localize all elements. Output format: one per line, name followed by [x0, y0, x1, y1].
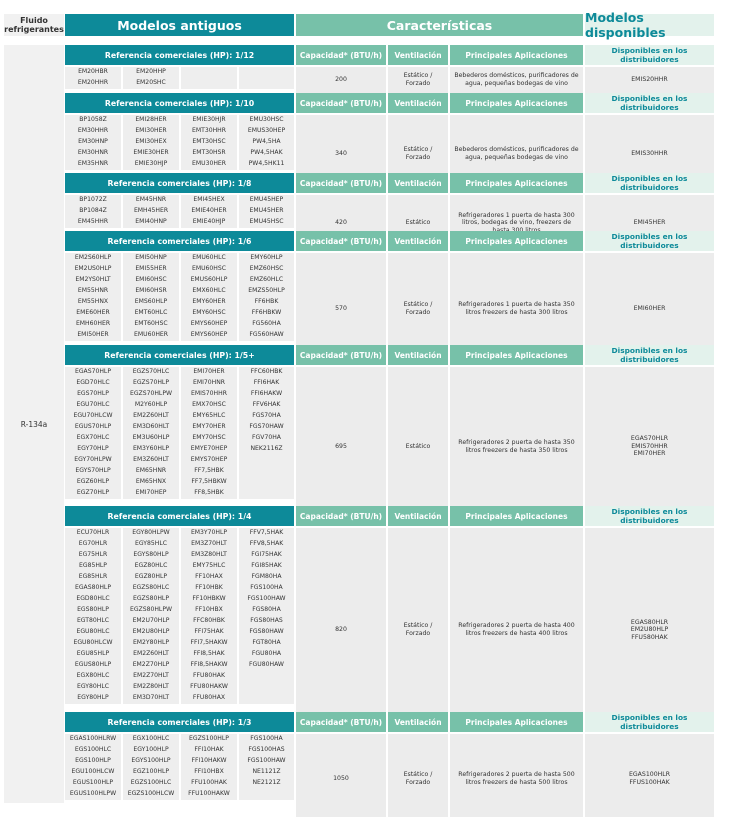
- model-cell: EGY70HLP: [65, 444, 121, 455]
- model-cell: EMU60HLC: [181, 253, 237, 264]
- model-cell: EM30HNR: [65, 148, 121, 159]
- model-cell: EM55HNX: [65, 297, 121, 308]
- model-cell: FGS70HAW: [239, 422, 294, 433]
- model-cell: BP1084Z: [65, 206, 121, 217]
- fluid-refrigerant-cell: [4, 45, 64, 803]
- model-cell: EGU70HLCW: [65, 411, 121, 422]
- section-reference-header: Referencia comerciales (HP): 1/5+: [65, 345, 294, 365]
- model-cell: FFV8,5HAK: [239, 539, 294, 550]
- model-cell: EGAS80HLP: [65, 583, 121, 594]
- model-cell: EMI30HER: [123, 126, 179, 137]
- model-cell: EM3Z60HLT: [123, 455, 179, 466]
- model-cell: EGYS100HLP: [123, 756, 179, 767]
- model-cell: [181, 67, 237, 78]
- available-model: EMIS70HHR: [631, 442, 668, 450]
- model-cell: EMYS60HEP: [181, 319, 237, 330]
- model-cell: EMI40HNP: [123, 217, 179, 228]
- models-grid: [65, 528, 294, 704]
- available-models-cell: [585, 367, 714, 526]
- model-cell: EMUS60HLP: [181, 275, 237, 286]
- model-cell: FFI8,5HAK: [181, 649, 237, 660]
- model-cell: EGT80HLC: [65, 616, 121, 627]
- model-cell: EM2U80HLP: [123, 627, 179, 638]
- model-cell: [239, 78, 294, 89]
- model-cell: EMY60HSC: [181, 308, 237, 319]
- applications-value: Refrigeradores 1 puerta de hasta 350 litros freezers de hasta 300 litros: [450, 253, 583, 365]
- model-cell: EGAS100HLRW: [65, 734, 121, 745]
- model-cell: [239, 466, 294, 477]
- available-model: EM2U80HLP: [630, 626, 669, 634]
- model-cell: EGU80HLC: [65, 627, 121, 638]
- ventilation-value: Estático / Forzado: [388, 734, 448, 817]
- model-cell: FF6HBK: [239, 297, 294, 308]
- model-cell: EMT30HHR: [181, 126, 237, 137]
- model-cell: NE1121Z: [239, 767, 294, 778]
- applications-header: Principales Aplicaciones: [450, 93, 583, 113]
- ventilation-value: Estático / Forzado: [388, 115, 448, 193]
- models-grid: [65, 115, 294, 170]
- distributors-header: Disponibles en los distribuidores: [585, 231, 714, 251]
- model-cell: [239, 789, 294, 800]
- model-cell: EGZ60HLP: [65, 477, 121, 488]
- available-models-cell: [585, 528, 714, 732]
- model-cell: FF10HBK: [181, 583, 237, 594]
- model-cell: FFC60HBK: [239, 367, 294, 378]
- model-cell: EMY75HLC: [181, 561, 237, 572]
- model-cell: [239, 455, 294, 466]
- capacity-value: 340: [296, 115, 386, 193]
- model-cell: FGT80HA: [239, 638, 294, 649]
- model-cell: EMU60HER: [123, 330, 179, 341]
- capacity-value: 820: [296, 528, 386, 732]
- model-cell: EM3U60HLP: [123, 433, 179, 444]
- model-cell: EM20HHR: [65, 78, 121, 89]
- ventilation-header: Ventilación: [388, 345, 448, 365]
- capacity-header: Capacidad* (BTU/h): [296, 345, 386, 365]
- model-cell: EMX70HSC: [181, 400, 237, 411]
- available-models-cell: [585, 67, 714, 93]
- model-cell: EMY65HLC: [181, 411, 237, 422]
- model-cell: EGU80HLCW: [65, 638, 121, 649]
- applications-value: Refrigeradores 2 puerta de hasta 500 litros freezers de hasta 500 litros: [450, 734, 583, 817]
- distributors-header: Disponibles en los distribuidores: [585, 712, 714, 732]
- model-cell: EM45HNR: [123, 195, 179, 206]
- model-cell: EGZ70HLP: [65, 488, 121, 499]
- model-cell: EGZ80HLC: [123, 561, 179, 572]
- model-cell: FGS100HAS: [239, 745, 294, 756]
- model-cell: EGZS80HLPW: [123, 605, 179, 616]
- model-cell: FF10HBKW: [181, 594, 237, 605]
- model-cell: FFI10HBX: [181, 767, 237, 778]
- model-cell: [239, 693, 294, 704]
- applications-header: Principales Aplicaciones: [450, 45, 583, 65]
- model-cell: [239, 682, 294, 693]
- model-cell: EM20SHC: [123, 78, 179, 89]
- model-cell: EM2Z70HLT: [123, 671, 179, 682]
- section-reference-header: Referencia comerciales (HP): 1/6: [65, 231, 294, 251]
- model-cell: EG85HLR: [65, 572, 121, 583]
- section-6: [65, 712, 714, 817]
- model-cell: EM2Z60HLT: [123, 649, 179, 660]
- available-model: EGAS100HLR: [628, 771, 671, 779]
- model-cell: FGS100HAW: [239, 756, 294, 767]
- model-cell: EGYS70HLP: [65, 466, 121, 477]
- model-cell: EGU100HLCW: [65, 767, 121, 778]
- header-available-models: Modelos disponibles: [585, 14, 714, 36]
- model-cell: FFI8,5HAKW: [181, 660, 237, 671]
- ventilation-header: Ventilación: [388, 506, 448, 526]
- model-cell: FFI10HAK: [181, 745, 237, 756]
- ventilation-header: Ventilación: [388, 712, 448, 732]
- model-cell: EGUS70HLP: [65, 422, 121, 433]
- model-cell: FFC80HBK: [181, 616, 237, 627]
- applications-value: Refrigeradores 2 puerta de hasta 400 litros freezers de hasta 400 litros: [450, 528, 583, 732]
- model-cell: EMU45HEP: [239, 195, 294, 206]
- model-cell: FGU80HAW: [239, 660, 294, 671]
- model-cell: BP1072Z: [65, 195, 121, 206]
- section-5: [65, 506, 714, 732]
- model-cell: FGI85HAK: [239, 561, 294, 572]
- model-cell: EMT30HSC: [181, 137, 237, 148]
- model-cell: FF7,5HBKW: [181, 477, 237, 488]
- model-cell: EGZS70HLPW: [123, 389, 179, 400]
- models-grid: [65, 367, 294, 499]
- section-reference-header: Referencia comerciales (HP): 1/10: [65, 93, 294, 113]
- model-cell: EM30HHR: [65, 126, 121, 137]
- model-cell: EMIE30HJP: [123, 159, 179, 170]
- available-model: EMI45HER: [633, 219, 666, 227]
- model-cell: [239, 488, 294, 499]
- model-cell: EMZ60HSC: [239, 264, 294, 275]
- model-cell: EGUS100HLP: [65, 778, 121, 789]
- available-model: EMIS20HHR: [631, 76, 668, 84]
- model-cell: FF7,5HBK: [181, 466, 237, 477]
- section-reference-header: Referencia comerciales (HP): 1/12: [65, 45, 294, 65]
- model-cell: ECU70HLR: [65, 528, 121, 539]
- section-reference-header: Referencia comerciales (HP): 1/3: [65, 712, 294, 732]
- ventilation-value: Estático: [388, 367, 448, 526]
- model-cell: EMT30HSR: [181, 148, 237, 159]
- model-cell: EMU60HSC: [181, 264, 237, 275]
- model-cell: EMT60HLC: [123, 308, 179, 319]
- distributors-header: Disponibles en los distribuidores: [585, 345, 714, 365]
- capacity-value: 1050: [296, 734, 386, 817]
- model-cell: EMT60HSC: [123, 319, 179, 330]
- model-cell: EM2US0HLP: [65, 264, 121, 275]
- available-model: EMI70HER: [633, 450, 666, 458]
- model-cell: EM2Z80HLT: [123, 682, 179, 693]
- model-cell: EGUS80HLP: [65, 660, 121, 671]
- model-cell: EMI50HER: [65, 330, 121, 341]
- ventilation-value: Estático / Forzado: [388, 253, 448, 365]
- capacity-value: 570: [296, 253, 386, 365]
- model-cell: EM30HNP: [65, 137, 121, 148]
- model-cell: EM2YS0HLT: [65, 275, 121, 286]
- model-cell: EGAS70HLP: [65, 367, 121, 378]
- model-cell: FFI75HAK: [181, 627, 237, 638]
- header-fluid-label: Fluido refrigerantes: [4, 16, 64, 34]
- model-cell: EMI60HSR: [123, 286, 179, 297]
- model-cell: FGV70HA: [239, 433, 294, 444]
- model-cell: EGU85HLP: [65, 649, 121, 660]
- model-cell: EMYS70HEP: [181, 455, 237, 466]
- model-cell: EM65HNR: [123, 466, 179, 477]
- model-cell: FFV7,5HAK: [239, 528, 294, 539]
- model-cell: EGZS100HLCW: [123, 789, 179, 800]
- model-cell: NE2121Z: [239, 778, 294, 789]
- model-cell: EG70HLR: [65, 539, 121, 550]
- model-cell: [239, 671, 294, 682]
- available-model: EGAS80HLR: [630, 618, 669, 626]
- model-cell: EGX70HLC: [65, 433, 121, 444]
- model-cell: [239, 477, 294, 488]
- model-cell: FGS100HA: [239, 734, 294, 745]
- model-cell: EMU30HSC: [239, 115, 294, 126]
- applications-value: Bebederos domésticos, purificadores de agua, pequeñas bodegas de vino: [450, 115, 583, 193]
- model-cell: FG560HAW: [239, 330, 294, 341]
- model-cell: FF10HBX: [181, 605, 237, 616]
- available-models-cell: [585, 734, 714, 817]
- model-cell: EGX100HLC: [123, 734, 179, 745]
- model-cell: EM3D60HLT: [123, 422, 179, 433]
- distributors-header: Disponibles en los distribuidores: [585, 506, 714, 526]
- model-cell: NEK2116Z: [239, 444, 294, 455]
- model-cell: EMS60HLP: [123, 297, 179, 308]
- model-cell: EGY85HLC: [123, 539, 179, 550]
- model-cell: EGZS80HLC: [123, 583, 179, 594]
- model-cell: EMIE40HJP: [181, 217, 237, 228]
- model-cell: EM2Z70HLP: [123, 660, 179, 671]
- model-cell: EM20HBR: [65, 67, 121, 78]
- model-cell: FGS80HAW: [239, 627, 294, 638]
- model-cell: FFU80HAX: [181, 693, 237, 704]
- model-cell: EM3Z70HLT: [181, 539, 237, 550]
- capacity-header: Capacidad* (BTU/h): [296, 45, 386, 65]
- model-cell: EMI60HSC: [123, 275, 179, 286]
- model-cell: EGZS70HLC: [123, 367, 179, 378]
- model-cell: FFI6HAK: [239, 378, 294, 389]
- model-cell: EM2Y80HLP: [123, 638, 179, 649]
- header-old-models: Modelos antiguos: [65, 14, 294, 36]
- model-cell: PW4,5HA: [239, 137, 294, 148]
- model-cell: FGS80HA: [239, 605, 294, 616]
- applications-header: Principales Aplicaciones: [450, 231, 583, 251]
- model-cell: FFI10HAKW: [181, 756, 237, 767]
- model-cell: EMIS70HHR: [181, 389, 237, 400]
- model-cell: FFI6HAKW: [239, 389, 294, 400]
- models-grid: [65, 67, 294, 89]
- capacity-value: 420: [296, 195, 386, 251]
- model-cell: PW4,5HAK: [239, 148, 294, 159]
- models-grid: [65, 195, 294, 228]
- model-cell: EM2U70HLP: [123, 616, 179, 627]
- model-cell: EGX80HLC: [65, 671, 121, 682]
- model-cell: FGS70HA: [239, 411, 294, 422]
- model-cell: FFU100HAK: [181, 778, 237, 789]
- model-cell: FF6HBKW: [239, 308, 294, 319]
- model-cell: EM2Z60HLT: [123, 411, 179, 422]
- available-model: EGAS70HLR: [630, 435, 669, 443]
- model-cell: EM2S60HLP: [65, 253, 121, 264]
- model-cell: EMI70HEP: [123, 488, 179, 499]
- model-cell: BP1058Z: [65, 115, 121, 126]
- capacity-header: Capacidad* (BTU/h): [296, 712, 386, 732]
- model-cell: EM45HHR: [65, 217, 121, 228]
- capacity-header: Capacidad* (BTU/h): [296, 93, 386, 113]
- models-grid: [65, 734, 294, 800]
- model-cell: EMI70HER: [181, 367, 237, 378]
- applications-value: Refrigeradores 1 puerta de hasta 300 litros, bodegas de vino, freezers de: [450, 195, 583, 251]
- model-cell: EMI50HNP: [123, 253, 179, 264]
- ventilation-header: Ventilación: [388, 173, 448, 193]
- model-cell: FGM80HA: [239, 572, 294, 583]
- model-cell: EM65HNX: [123, 477, 179, 488]
- distributors-header: Disponibles en los distribuidores: [585, 93, 714, 113]
- model-cell: FFU100HAKW: [181, 789, 237, 800]
- model-cell: FGS100HAW: [239, 594, 294, 605]
- model-cell: EMX60HLC: [181, 286, 237, 297]
- model-cell: EGY70HLPW: [65, 455, 121, 466]
- model-cell: EMZS50HLP: [239, 286, 294, 297]
- model-cell: EGU70HLC: [65, 400, 121, 411]
- model-cell: EGZS80HLP: [123, 594, 179, 605]
- model-cell: EGD80HLC: [65, 594, 121, 605]
- model-cell: FF8,5HBK: [181, 488, 237, 499]
- model-cell: EG85HLP: [65, 561, 121, 572]
- applications-value: Refrigeradores 2 puerta de hasta 350 litros freezers de hasta 350 litros: [450, 367, 583, 526]
- model-cell: EMZ60HLC: [239, 275, 294, 286]
- model-cell: EMYS60HEP: [181, 330, 237, 341]
- section-reference-header: Referencia comerciales (HP): 1/8: [65, 173, 294, 193]
- model-cell: EM55HNR: [65, 286, 121, 297]
- model-cell: EG75HLR: [65, 550, 121, 561]
- section-reference-header: Referencia comerciales (HP): 1/4: [65, 506, 294, 526]
- model-cell: EM3Y70HLP: [181, 528, 237, 539]
- ventilation-header: Ventilación: [388, 231, 448, 251]
- model-cell: EMH45HER: [123, 206, 179, 217]
- model-cell: FF10HAX: [181, 572, 237, 583]
- model-cell: EMU45HSC: [239, 217, 294, 228]
- model-cell: [239, 67, 294, 78]
- model-cell: EGD70HLC: [65, 378, 121, 389]
- applications-header: Principales Aplicaciones: [450, 712, 583, 732]
- model-cell: EM3Z80HLT: [181, 550, 237, 561]
- model-cell: FG560HA: [239, 319, 294, 330]
- ventilation-header: Ventilación: [388, 93, 448, 113]
- model-cell: EM3D70HLT: [123, 693, 179, 704]
- available-model: FFUS100HAK: [629, 779, 670, 786]
- fluid-value: R-134a: [20, 419, 48, 429]
- model-cell: EGZS70HLP: [123, 378, 179, 389]
- capacity-header: Capacidad* (BTU/h): [296, 173, 386, 193]
- ventilation-value: Estático / Forzado: [388, 528, 448, 732]
- model-cell: FGU80HA: [239, 649, 294, 660]
- capacity-value: 695: [296, 367, 386, 526]
- model-cell: EMI55HER: [123, 264, 179, 275]
- model-cell: EGY80HLP: [65, 693, 121, 704]
- model-cell: M2Y60HLP: [123, 400, 179, 411]
- model-cell: EMI45HEX: [181, 195, 237, 206]
- model-cell: EMI70HNR: [181, 378, 237, 389]
- ventilation-value: Estático / Forzado: [388, 67, 448, 93]
- model-cell: EGYS80HLP: [123, 550, 179, 561]
- distributors-header: Disponibles en los distribuidores: [585, 173, 714, 193]
- model-cell: EGZS100HLP: [181, 734, 237, 745]
- model-cell: EMY60HER: [181, 297, 237, 308]
- model-cell: EGS80HLP: [65, 605, 121, 616]
- model-cell: EGZ80HLP: [123, 572, 179, 583]
- distributors-header: Disponibles en los distribuidores: [585, 45, 714, 65]
- model-cell: EMI30HEX: [123, 137, 179, 148]
- model-cell: EGY80HLPW: [123, 528, 179, 539]
- model-cell: EMH60HER: [65, 319, 121, 330]
- model-cell: EMUS30HEP: [239, 126, 294, 137]
- model-cell: EGZS100HLC: [123, 778, 179, 789]
- model-cell: PW4,5HK11: [239, 159, 294, 170]
- applications-header: Principales Aplicaciones: [450, 345, 583, 365]
- model-cell: FFU80HAKW: [181, 682, 237, 693]
- model-cell: EMIE30HJR: [181, 115, 237, 126]
- model-cell: EGY80HLC: [65, 682, 121, 693]
- available-model: FFU580HAK: [631, 633, 668, 641]
- capacity-header: Capacidad* (BTU/h): [296, 231, 386, 251]
- model-cell: EGS70HLP: [65, 389, 121, 400]
- applications-header: Principales Aplicaciones: [450, 173, 583, 193]
- model-cell: EGY100HLP: [123, 745, 179, 756]
- model-cell: EGS100HLC: [65, 745, 121, 756]
- model-cell: FFV6HAK: [239, 400, 294, 411]
- model-cell: FGI75HAK: [239, 550, 294, 561]
- available-model: EMI60HER: [633, 305, 666, 313]
- header-fluid-refrigerant: [4, 14, 64, 36]
- model-cell: [181, 78, 237, 89]
- model-cell: EMYE70HEP: [181, 444, 237, 455]
- model-cell: EMY60HLP: [239, 253, 294, 264]
- ventilation-header: Ventilación: [388, 45, 448, 65]
- model-cell: EMY70HSC: [181, 433, 237, 444]
- model-cell: EM3Y60HLP: [123, 444, 179, 455]
- models-grid: [65, 253, 294, 341]
- model-cell: FGS80HAS: [239, 616, 294, 627]
- model-cell: EMIE40HER: [181, 206, 237, 217]
- model-cell: EMIE30HER: [123, 148, 179, 159]
- model-cell: EMI28HER: [123, 115, 179, 126]
- model-cell: FFU80HAK: [181, 671, 237, 682]
- model-cell: EMU30HER: [181, 159, 237, 170]
- model-cell: EGS100HLP: [65, 756, 121, 767]
- model-cell: FGS100HA: [239, 583, 294, 594]
- model-cell: FFI7,5HAKW: [181, 638, 237, 649]
- model-cell: EMY70HER: [181, 422, 237, 433]
- applications-header: Principales Aplicaciones: [450, 506, 583, 526]
- header-features: Características: [296, 14, 583, 36]
- applications-value: Bebederos domésticos, purificadores de agua, pequeñas bodegas de vino: [450, 67, 583, 93]
- section-0: [65, 45, 714, 93]
- model-cell: EGUS100HLPW: [65, 789, 121, 800]
- model-cell: EMU45HER: [239, 206, 294, 217]
- capacity-header: Capacidad* (BTU/h): [296, 506, 386, 526]
- model-cell: EM20HHP: [123, 67, 179, 78]
- ventilation-value: Estático: [388, 195, 448, 251]
- section-4: [65, 345, 714, 526]
- available-model: EMIS30HHR: [631, 150, 668, 158]
- model-cell: EGZ100HLP: [123, 767, 179, 778]
- capacity-value: 200: [296, 67, 386, 93]
- model-cell: EM35HNR: [65, 159, 121, 170]
- model-cell: EME60HER: [65, 308, 121, 319]
